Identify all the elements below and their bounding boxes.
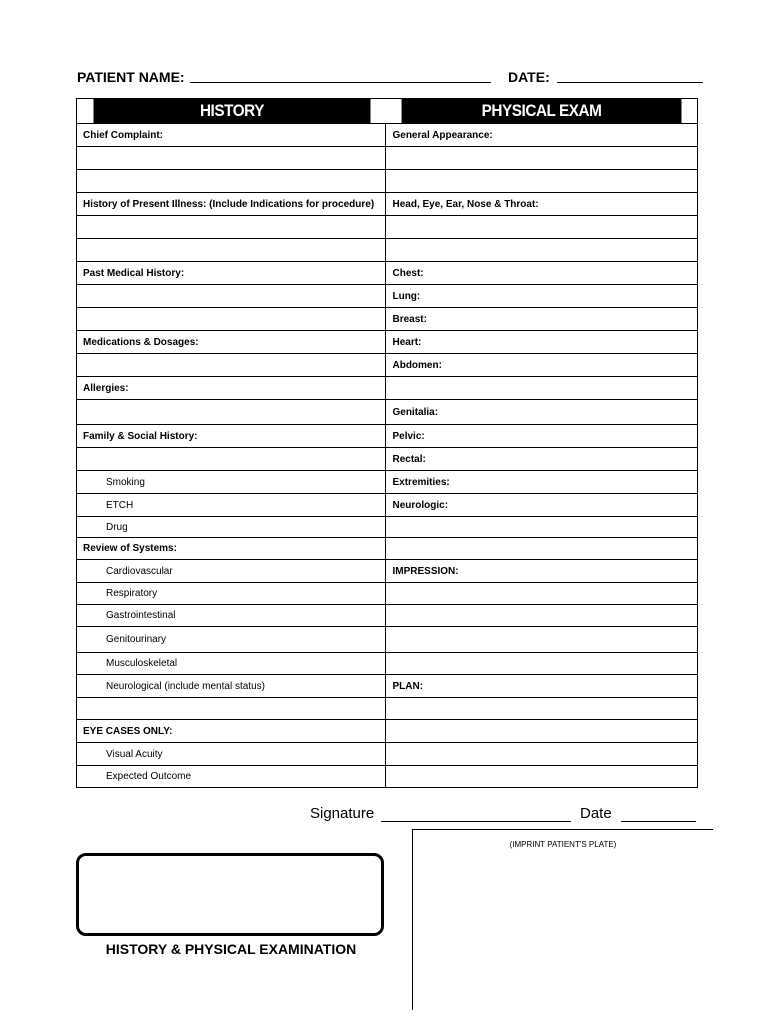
exam-blank-line[interactable] — [386, 583, 698, 605]
table-row — [77, 331, 698, 354]
table-row — [77, 494, 698, 517]
history-blank-line[interactable] — [77, 308, 386, 331]
history-field: Family & Social History: — [77, 425, 386, 448]
table-row — [77, 262, 698, 285]
exam-blank-line[interactable] — [386, 170, 698, 193]
history-field: Gastrointestinal — [77, 605, 386, 627]
exam-blank-line[interactable] — [386, 698, 698, 720]
history-blank-line[interactable] — [77, 170, 386, 193]
plate-label: (IMPRINT PATIENT'S PLATE) — [509, 840, 617, 849]
table-row — [77, 216, 698, 239]
table-row — [77, 605, 698, 627]
physical-exam-column-title: PHYSICAL EXAM — [402, 99, 682, 124]
signature-date-label: Date — [580, 805, 612, 822]
exam-field: Head, Eye, Ear, Nose & Throat: — [386, 193, 698, 216]
history-field: Expected Outcome — [77, 766, 386, 788]
exam-blank-line[interactable] — [386, 766, 698, 788]
table-row — [77, 583, 698, 605]
history-field: Smoking — [77, 471, 386, 494]
exam-field: General Appearance: — [386, 124, 698, 147]
exam-blank-line[interactable] — [386, 538, 698, 560]
table-row — [77, 377, 698, 400]
table-row — [77, 400, 698, 425]
history-blank-line[interactable] — [77, 448, 386, 471]
history-field: Drug — [77, 517, 386, 538]
exam-field: Lung: — [386, 285, 698, 308]
exam-blank-line[interactable] — [386, 605, 698, 627]
table-row — [77, 354, 698, 377]
exam-blank-line[interactable] — [386, 377, 698, 400]
exam-blank-line[interactable] — [386, 216, 698, 239]
table-row — [77, 517, 698, 538]
exam-field: Chest: — [386, 262, 698, 285]
exam-field: Rectal: — [386, 448, 698, 471]
exam-field: Genitalia: — [386, 400, 698, 425]
patient-name-label: PATIENT NAME: — [77, 69, 185, 85]
history-physical-table — [76, 98, 698, 788]
history-blank-line[interactable] — [77, 147, 386, 170]
exam-blank-line[interactable] — [386, 147, 698, 170]
table-row — [77, 743, 698, 766]
table-row — [77, 627, 698, 653]
table-row — [77, 425, 698, 448]
history-column-title: HISTORY — [92, 99, 371, 124]
exam-field: Heart: — [386, 331, 698, 354]
history-field: Allergies: — [77, 377, 386, 400]
exam-blank-line[interactable] — [386, 743, 698, 766]
history-blank-line[interactable] — [77, 698, 386, 720]
table-row — [77, 653, 698, 675]
exam-blank-line[interactable] — [386, 517, 698, 538]
exam-field: Breast: — [386, 308, 698, 331]
table-row — [77, 124, 698, 147]
table-row — [77, 308, 698, 331]
history-field: History of Present Illness: (Include Indications for procedure) — [77, 193, 386, 216]
table-row — [77, 193, 698, 216]
table-row — [77, 239, 698, 262]
date-label: DATE: — [508, 69, 550, 85]
history-blank-line[interactable] — [77, 400, 386, 425]
table-row — [77, 538, 698, 560]
exam-blank-line[interactable] — [386, 653, 698, 675]
exam-field: Pelvic: — [386, 425, 698, 448]
history-field: Medications & Dosages: — [77, 331, 386, 354]
exam-field: Abdomen: — [386, 354, 698, 377]
table-row — [77, 170, 698, 193]
history-field: EYE CASES ONLY: — [77, 720, 386, 743]
table-row — [77, 147, 698, 170]
table-row — [77, 766, 698, 788]
table-row — [77, 675, 698, 698]
label-box[interactable] — [76, 853, 384, 936]
history-field: Genitourinary — [77, 627, 386, 653]
signature-field[interactable] — [381, 821, 571, 822]
history-field: Visual Acuity — [77, 743, 386, 766]
exam-blank-line[interactable] — [386, 720, 698, 743]
signature-label: Signature — [310, 805, 375, 822]
table-row — [77, 448, 698, 471]
form-title: HISTORY & PHYSICAL EXAMINATION — [105, 941, 357, 957]
exam-field: Extremities: — [386, 471, 698, 494]
table-header-row — [77, 99, 698, 124]
patient-plate-area — [412, 829, 713, 1010]
date-field[interactable] — [557, 82, 703, 83]
exam-blank-line[interactable] — [386, 239, 698, 262]
table-row — [77, 698, 698, 720]
table-row — [77, 285, 698, 308]
history-field: Neurological (include mental status) — [77, 675, 386, 698]
exam-blank-line[interactable] — [386, 627, 698, 653]
table-row — [77, 560, 698, 583]
signature-date-field[interactable] — [621, 821, 696, 822]
history-field: Review of Systems: — [77, 538, 386, 560]
exam-field: IMPRESSION: — [386, 560, 698, 583]
history-field: Respiratory — [77, 583, 386, 605]
exam-field: Neurologic: — [386, 494, 698, 517]
history-field: Cardiovascular — [77, 560, 386, 583]
history-field: Past Medical History: — [77, 262, 386, 285]
table-row — [77, 471, 698, 494]
patient-name-field[interactable] — [190, 82, 491, 83]
history-blank-line[interactable] — [77, 239, 386, 262]
history-blank-line[interactable] — [77, 354, 386, 377]
history-field: Chief Complaint: — [77, 124, 386, 147]
table-row — [77, 720, 698, 743]
history-field: ETCH — [77, 494, 386, 517]
exam-field: PLAN: — [386, 675, 698, 698]
history-blank-line[interactable] — [77, 285, 386, 308]
history-field: Musculoskeletal — [77, 653, 386, 675]
history-blank-line[interactable] — [77, 216, 386, 239]
